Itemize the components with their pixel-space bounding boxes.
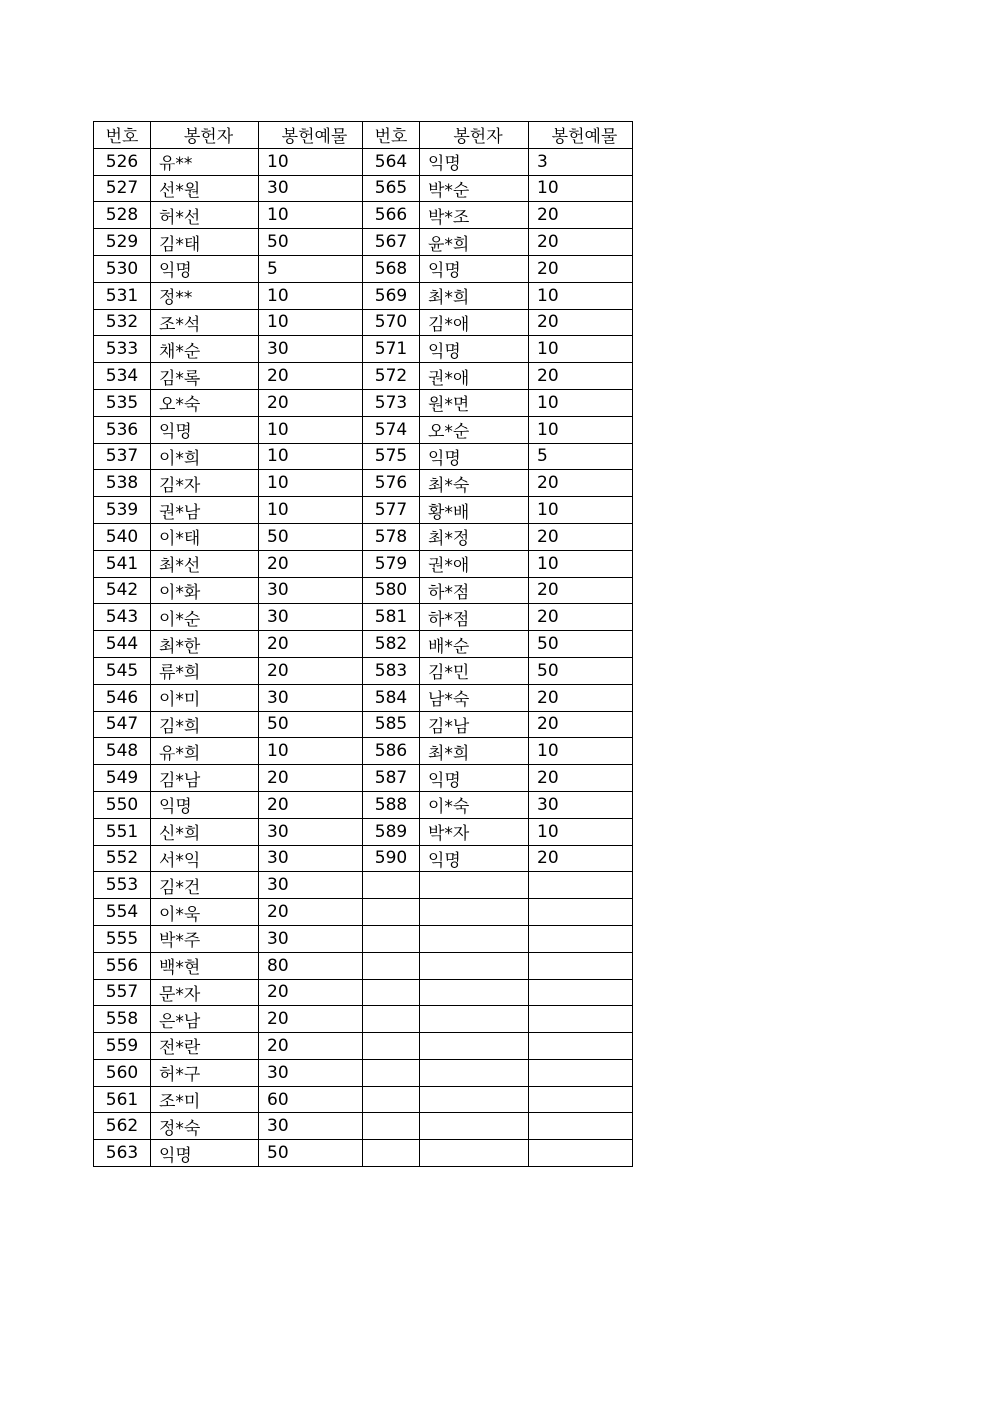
- cell-offering: 20: [529, 202, 633, 229]
- offering-table: [93, 121, 633, 1167]
- table-row: [94, 631, 633, 658]
- cell-donor: [420, 1113, 529, 1140]
- cell-donor: [420, 1140, 529, 1167]
- cell-donor: 이*욱: [151, 899, 259, 926]
- cell-offering: 10: [259, 282, 363, 309]
- cell-number: 554: [94, 899, 151, 926]
- cell-offering: 10: [529, 416, 633, 443]
- cell-number: 589: [363, 818, 420, 845]
- table-row: [94, 925, 633, 952]
- cell-number: 588: [363, 791, 420, 818]
- cell-donor: 이*미: [151, 684, 259, 711]
- cell-number: 575: [363, 443, 420, 470]
- cell-offering: 10: [529, 497, 633, 524]
- cell-number: [363, 925, 420, 952]
- cell-number: 559: [94, 1033, 151, 1060]
- table-row: [94, 255, 633, 282]
- cell-offering: 20: [529, 523, 633, 550]
- cell-donor: 최*한: [151, 631, 259, 658]
- table-row: [94, 979, 633, 1006]
- cell-offering: 10: [259, 470, 363, 497]
- table-row: [94, 363, 633, 390]
- table-row: [94, 416, 633, 443]
- cell-offering: 20: [259, 657, 363, 684]
- cell-number: 546: [94, 684, 151, 711]
- cell-donor: [420, 925, 529, 952]
- cell-number: [363, 1140, 420, 1167]
- cell-number: [363, 899, 420, 926]
- cell-number: 531: [94, 282, 151, 309]
- cell-donor: [420, 872, 529, 899]
- table-row: [94, 1086, 633, 1113]
- cell-number: 587: [363, 765, 420, 792]
- cell-number: [363, 1086, 420, 1113]
- cell-offering: [529, 952, 633, 979]
- cell-number: 530: [94, 255, 151, 282]
- cell-donor: 남*숙: [420, 684, 529, 711]
- cell-donor: 익명: [151, 416, 259, 443]
- cell-number: 570: [363, 309, 420, 336]
- cell-donor: [420, 1086, 529, 1113]
- cell-number: 538: [94, 470, 151, 497]
- cell-offering: 20: [529, 255, 633, 282]
- header-offering: 봉헌예물: [259, 122, 363, 149]
- cell-number: 535: [94, 389, 151, 416]
- cell-offering: 20: [259, 550, 363, 577]
- cell-offering: 30: [259, 925, 363, 952]
- table-row: [94, 148, 633, 175]
- table-row: [94, 443, 633, 470]
- cell-offering: 20: [259, 631, 363, 658]
- cell-number: [363, 1113, 420, 1140]
- cell-donor: 허*선: [151, 202, 259, 229]
- cell-donor: 박*조: [420, 202, 529, 229]
- table-row: [94, 711, 633, 738]
- cell-donor: 익명: [420, 148, 529, 175]
- cell-donor: 김*건: [151, 872, 259, 899]
- cell-offering: 20: [259, 389, 363, 416]
- table-row: [94, 497, 633, 524]
- cell-offering: 20: [259, 1006, 363, 1033]
- cell-number: 574: [363, 416, 420, 443]
- table-row: [94, 1113, 633, 1140]
- cell-donor: 최*선: [151, 550, 259, 577]
- cell-number: 566: [363, 202, 420, 229]
- cell-donor: 김*남: [151, 765, 259, 792]
- cell-donor: 이*태: [151, 523, 259, 550]
- cell-offering: 10: [529, 175, 633, 202]
- cell-number: 529: [94, 229, 151, 256]
- cell-donor: 이*숙: [420, 791, 529, 818]
- cell-number: 541: [94, 550, 151, 577]
- cell-offering: 50: [259, 523, 363, 550]
- cell-number: 576: [363, 470, 420, 497]
- cell-offering: 10: [259, 148, 363, 175]
- cell-donor: 익명: [151, 791, 259, 818]
- table-row: [94, 202, 633, 229]
- cell-offering: [529, 1033, 633, 1060]
- cell-number: 583: [363, 657, 420, 684]
- table-row: [94, 309, 633, 336]
- cell-offering: 30: [259, 872, 363, 899]
- cell-number: 590: [363, 845, 420, 872]
- cell-donor: 이*순: [151, 604, 259, 631]
- table-row: [94, 1059, 633, 1086]
- cell-donor: [420, 1059, 529, 1086]
- cell-donor: 김*희: [151, 711, 259, 738]
- cell-number: 532: [94, 309, 151, 336]
- cell-offering: 20: [529, 309, 633, 336]
- cell-number: [363, 872, 420, 899]
- cell-offering: 50: [529, 657, 633, 684]
- cell-offering: 10: [259, 416, 363, 443]
- cell-donor: 원*면: [420, 389, 529, 416]
- cell-number: 534: [94, 363, 151, 390]
- cell-donor: 김*남: [420, 711, 529, 738]
- cell-number: 555: [94, 925, 151, 952]
- table-row: [94, 1033, 633, 1060]
- cell-number: 585: [363, 711, 420, 738]
- cell-donor: 유*희: [151, 738, 259, 765]
- cell-offering: 20: [529, 229, 633, 256]
- cell-number: 584: [363, 684, 420, 711]
- cell-number: 537: [94, 443, 151, 470]
- cell-donor: [420, 1006, 529, 1033]
- table-row: [94, 818, 633, 845]
- cell-offering: 10: [529, 550, 633, 577]
- cell-number: 561: [94, 1086, 151, 1113]
- table-row: [94, 470, 633, 497]
- cell-donor: 익명: [420, 336, 529, 363]
- cell-donor: 선*원: [151, 175, 259, 202]
- cell-offering: 10: [529, 389, 633, 416]
- cell-donor: 정**: [151, 282, 259, 309]
- cell-offering: 10: [259, 497, 363, 524]
- cell-offering: 60: [259, 1086, 363, 1113]
- cell-donor: 권*남: [151, 497, 259, 524]
- cell-number: 564: [363, 148, 420, 175]
- cell-number: [363, 979, 420, 1006]
- cell-number: 579: [363, 550, 420, 577]
- cell-offering: 3: [529, 148, 633, 175]
- cell-donor: 이*화: [151, 577, 259, 604]
- cell-offering: 30: [259, 577, 363, 604]
- cell-donor: 익명: [151, 255, 259, 282]
- cell-offering: 20: [259, 363, 363, 390]
- cell-offering: 10: [259, 309, 363, 336]
- cell-offering: 20: [259, 765, 363, 792]
- cell-number: 578: [363, 523, 420, 550]
- cell-offering: [529, 1006, 633, 1033]
- cell-number: 586: [363, 738, 420, 765]
- cell-donor: [420, 952, 529, 979]
- cell-number: 573: [363, 389, 420, 416]
- cell-offering: 10: [259, 443, 363, 470]
- cell-donor: 조*석: [151, 309, 259, 336]
- cell-number: 572: [363, 363, 420, 390]
- cell-offering: [529, 1140, 633, 1167]
- cell-number: 569: [363, 282, 420, 309]
- cell-offering: 5: [529, 443, 633, 470]
- cell-offering: 10: [259, 202, 363, 229]
- cell-number: 562: [94, 1113, 151, 1140]
- cell-donor: 권*애: [420, 550, 529, 577]
- table-row: [94, 229, 633, 256]
- table-row: [94, 336, 633, 363]
- cell-offering: 20: [259, 899, 363, 926]
- cell-donor: 익명: [151, 1140, 259, 1167]
- table-row: [94, 845, 633, 872]
- cell-donor: 서*익: [151, 845, 259, 872]
- cell-offering: 50: [529, 631, 633, 658]
- cell-number: 547: [94, 711, 151, 738]
- cell-offering: 20: [259, 979, 363, 1006]
- cell-number: 553: [94, 872, 151, 899]
- cell-number: 567: [363, 229, 420, 256]
- cell-offering: 10: [529, 282, 633, 309]
- cell-number: 543: [94, 604, 151, 631]
- cell-donor: 김*록: [151, 363, 259, 390]
- cell-donor: 익명: [420, 255, 529, 282]
- cell-donor: 김*태: [151, 229, 259, 256]
- cell-offering: [529, 1113, 633, 1140]
- table-row: [94, 872, 633, 899]
- table-row: [94, 1006, 633, 1033]
- cell-number: 533: [94, 336, 151, 363]
- cell-donor: 전*란: [151, 1033, 259, 1060]
- cell-offering: 50: [259, 711, 363, 738]
- cell-number: 556: [94, 952, 151, 979]
- cell-donor: 박*자: [420, 818, 529, 845]
- cell-offering: 20: [529, 845, 633, 872]
- cell-donor: 신*희: [151, 818, 259, 845]
- table-row: [94, 765, 633, 792]
- cell-donor: 김*자: [151, 470, 259, 497]
- cell-number: 582: [363, 631, 420, 658]
- cell-offering: 20: [529, 765, 633, 792]
- cell-offering: 20: [529, 470, 633, 497]
- cell-offering: 10: [529, 336, 633, 363]
- cell-offering: 20: [529, 711, 633, 738]
- cell-offering: 80: [259, 952, 363, 979]
- cell-number: 551: [94, 818, 151, 845]
- cell-donor: [420, 979, 529, 1006]
- header-offering-2: 봉헌예물: [529, 122, 633, 149]
- table-row: [94, 523, 633, 550]
- cell-offering: 30: [259, 818, 363, 845]
- cell-offering: 20: [529, 577, 633, 604]
- cell-offering: 20: [529, 363, 633, 390]
- table-row: [94, 282, 633, 309]
- cell-offering: 30: [259, 1113, 363, 1140]
- cell-offering: [529, 1086, 633, 1113]
- cell-donor: 최*희: [420, 282, 529, 309]
- cell-offering: [529, 925, 633, 952]
- table-row: [94, 389, 633, 416]
- cell-offering: 20: [259, 1033, 363, 1060]
- cell-number: 577: [363, 497, 420, 524]
- cell-donor: 허*구: [151, 1059, 259, 1086]
- table-row: [94, 1140, 633, 1167]
- cell-donor: 은*남: [151, 1006, 259, 1033]
- table-row: [94, 657, 633, 684]
- cell-donor: 하*점: [420, 604, 529, 631]
- cell-offering: 30: [259, 336, 363, 363]
- cell-donor: 류*희: [151, 657, 259, 684]
- cell-donor: 권*애: [420, 363, 529, 390]
- cell-number: 558: [94, 1006, 151, 1033]
- header-number: 번호: [94, 122, 151, 149]
- cell-number: [363, 952, 420, 979]
- cell-number: 548: [94, 738, 151, 765]
- cell-number: 528: [94, 202, 151, 229]
- cell-number: 526: [94, 148, 151, 175]
- cell-number: 571: [363, 336, 420, 363]
- cell-donor: 유**: [151, 148, 259, 175]
- cell-offering: 20: [529, 684, 633, 711]
- cell-donor: 이*희: [151, 443, 259, 470]
- table-body: [94, 148, 633, 1166]
- cell-donor: 익명: [420, 765, 529, 792]
- cell-donor: 백*현: [151, 952, 259, 979]
- cell-offering: 20: [259, 791, 363, 818]
- cell-offering: [529, 899, 633, 926]
- cell-donor: 하*점: [420, 577, 529, 604]
- cell-donor: 윤*희: [420, 229, 529, 256]
- cell-donor: 오*숙: [151, 389, 259, 416]
- cell-donor: [420, 1033, 529, 1060]
- cell-donor: 채*순: [151, 336, 259, 363]
- cell-number: 580: [363, 577, 420, 604]
- table-row: [94, 577, 633, 604]
- cell-donor: 정*숙: [151, 1113, 259, 1140]
- cell-donor: 김*애: [420, 309, 529, 336]
- cell-donor: 황*배: [420, 497, 529, 524]
- cell-number: 560: [94, 1059, 151, 1086]
- cell-donor: 박*주: [151, 925, 259, 952]
- cell-number: 557: [94, 979, 151, 1006]
- header-donor: 봉헌자: [151, 122, 259, 149]
- cell-number: [363, 1033, 420, 1060]
- cell-donor: 오*순: [420, 416, 529, 443]
- cell-number: 568: [363, 255, 420, 282]
- cell-offering: 20: [529, 604, 633, 631]
- cell-donor: 익명: [420, 443, 529, 470]
- table-row: [94, 684, 633, 711]
- table-row: [94, 899, 633, 926]
- cell-number: 549: [94, 765, 151, 792]
- table-row: [94, 175, 633, 202]
- cell-donor: 배*순: [420, 631, 529, 658]
- cell-offering: 30: [259, 175, 363, 202]
- cell-offering: 10: [259, 738, 363, 765]
- cell-offering: 30: [259, 845, 363, 872]
- cell-offering: 30: [529, 791, 633, 818]
- table-row: [94, 738, 633, 765]
- cell-donor: 김*민: [420, 657, 529, 684]
- cell-donor: 최*희: [420, 738, 529, 765]
- table-row: [94, 791, 633, 818]
- cell-offering: [529, 872, 633, 899]
- cell-offering: 30: [259, 604, 363, 631]
- cell-donor: 최*숙: [420, 470, 529, 497]
- cell-number: 563: [94, 1140, 151, 1167]
- cell-number: 542: [94, 577, 151, 604]
- cell-offering: 10: [529, 738, 633, 765]
- cell-offering: 30: [259, 684, 363, 711]
- table-row: [94, 550, 633, 577]
- cell-offering: 5: [259, 255, 363, 282]
- cell-number: 540: [94, 523, 151, 550]
- cell-offering: [529, 1059, 633, 1086]
- cell-number: 552: [94, 845, 151, 872]
- cell-number: [363, 1059, 420, 1086]
- cell-number: [363, 1006, 420, 1033]
- table-row: [94, 952, 633, 979]
- cell-offering: 50: [259, 1140, 363, 1167]
- cell-donor: [420, 899, 529, 926]
- cell-offering: 10: [529, 818, 633, 845]
- cell-number: 527: [94, 175, 151, 202]
- cell-offering: [529, 979, 633, 1006]
- cell-offering: 50: [259, 229, 363, 256]
- cell-donor: 박*순: [420, 175, 529, 202]
- cell-number: 539: [94, 497, 151, 524]
- cell-number: 536: [94, 416, 151, 443]
- table-header-row: [94, 122, 633, 149]
- cell-donor: 최*정: [420, 523, 529, 550]
- cell-number: 544: [94, 631, 151, 658]
- cell-donor: 문*자: [151, 979, 259, 1006]
- cell-donor: 익명: [420, 845, 529, 872]
- header-donor-2: 봉헌자: [420, 122, 529, 149]
- header-number-2: 번호: [363, 122, 420, 149]
- cell-number: 550: [94, 791, 151, 818]
- table-row: [94, 604, 633, 631]
- cell-number: 565: [363, 175, 420, 202]
- cell-offering: 30: [259, 1059, 363, 1086]
- cell-donor: 조*미: [151, 1086, 259, 1113]
- cell-number: 581: [363, 604, 420, 631]
- cell-number: 545: [94, 657, 151, 684]
